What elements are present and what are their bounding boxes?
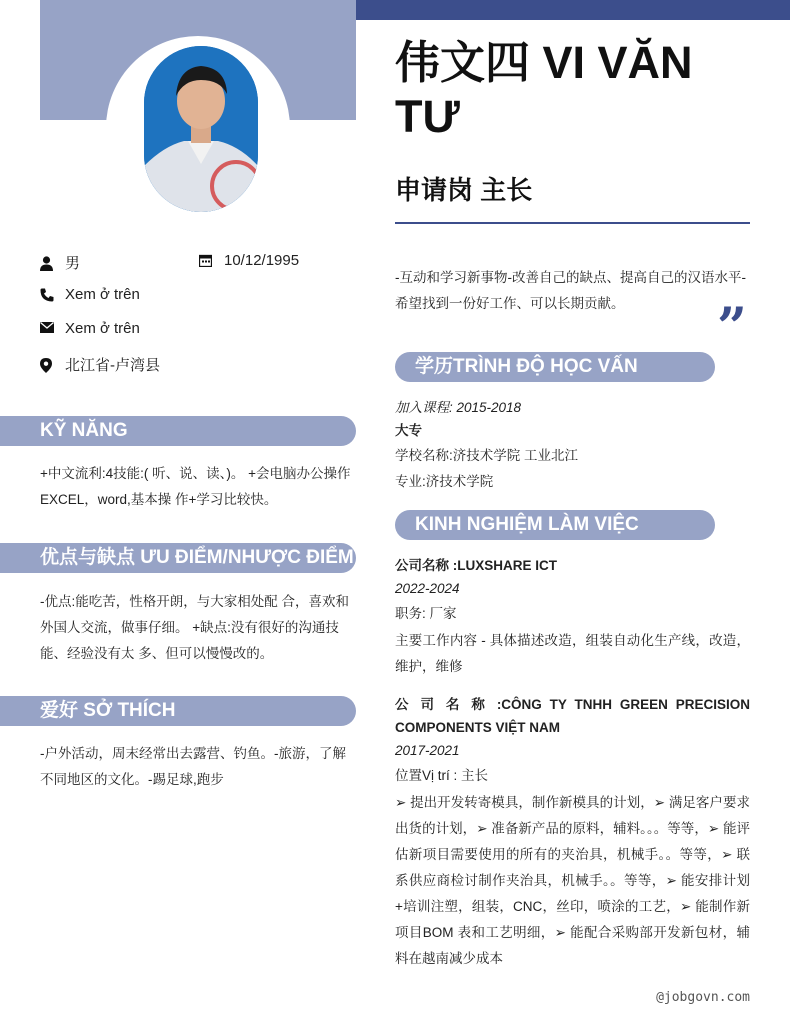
email-row — [40, 320, 140, 337]
hobbies-heading: 爱好 SỞ THÍCH — [0, 696, 356, 726]
job-description: 主要工作内容 - 具体描述改造，组装自动化生产线，改造，维护，维修 — [395, 633, 750, 674]
job-company: 公 司 名 称 :CÔNG TY TNHH GREEN PRECISION COMPONENTS VIỆT NAM — [395, 697, 750, 735]
skills-text: +中文流利:4技能:( 听、说、读、)。 +会电脑办公操作 EXCEL，word,基本操 作+学习比较快。 — [40, 466, 351, 507]
skills-heading: KỸ NĂNG — [0, 416, 356, 446]
education-school: 学校名称:济技术学院 工业北江 — [395, 448, 579, 463]
phone-row — [40, 286, 140, 303]
phone-icon — [40, 288, 54, 302]
address-row — [40, 354, 160, 375]
gender-value: 男 — [65, 255, 81, 272]
education-major: 专业:济技术学院 — [395, 474, 494, 489]
job-description: ➢ 提出开发转寄模具，制作新模具的计划，➢ 满足客户要求出货的计划，➢ 准备新产品的原料，辅料。。。等等，➢ 能评估新项目需要使用的所有的夹治具，机械手。。等等，➢ 联系供应商检讨制作夹治具，机械手。。等等，➢ 能安排计划+培训注塑，组装，CNC，丝印，喷涂的工艺，➢ 能制作新项目BOM 表和工艺明细，➢ 能配合采购部开发新包材，辅料在越南减少成本 — [395, 795, 750, 966]
strengths-text: -优点:能吃苦，性格开朗，与大家相处配 合，喜欢和外国人交流，做事仔细。 +缺点:没有很好的沟通技能、经验没有太 多、但可以慢慢改的。 — [40, 594, 349, 661]
job-period: 2022-2024 — [395, 581, 460, 596]
dob-row — [199, 252, 299, 269]
candidate-name: 伟文四 VI VĂN TƯ — [395, 37, 693, 142]
email-value: Xem ở trên — [65, 320, 140, 337]
address-value: 北江省-卢湾县 — [65, 357, 160, 374]
avatar — [144, 46, 258, 212]
experience-heading: KINH NGHIỆM LÀM VIỆC — [395, 510, 715, 540]
job-company: 公司名称 :LUXSHARE ICT — [395, 558, 557, 573]
calendar-icon — [199, 254, 213, 268]
job-period: 2017-2021 — [395, 743, 460, 758]
dob-value: 10/12/1995 — [224, 252, 300, 269]
applied-position: 申请岗 主长 — [395, 175, 533, 205]
education-period: 加入课程: 2015-2018 — [395, 400, 522, 415]
education-heading: 学历TRÌNH ĐỘ HỌC VẤN — [395, 352, 715, 382]
job-role: 职务: 厂家 — [395, 606, 457, 621]
top-accent-bar — [356, 0, 790, 20]
gender-row — [40, 252, 80, 273]
strengths-heading: 优点与缺点 ƯU ĐIỂM/NHƯỢC ĐIỂM — [0, 543, 356, 573]
name-divider — [395, 222, 750, 224]
quote-icon: ” — [717, 297, 747, 358]
location-pin-icon — [40, 358, 54, 372]
footer-watermark: @jobgovn.com — [656, 990, 750, 1005]
envelope-icon — [40, 322, 54, 336]
career-summary: -互动和学习新事物-改善自己的缺点、提高自己的汉语水平-希望找到一份好工作、可以长期贡献。 — [395, 270, 746, 311]
hobbies-text: -户外活动，周末经常出去露营、钓鱼。-旅游，了解不同地区的文化。-踢足球,跑步 — [40, 746, 346, 787]
education-degree: 大专 — [395, 423, 422, 438]
person-icon — [40, 256, 54, 270]
phone-value: Xem ở trên — [65, 286, 140, 303]
job-role: 位置Vị trí : 主长 — [395, 768, 489, 783]
